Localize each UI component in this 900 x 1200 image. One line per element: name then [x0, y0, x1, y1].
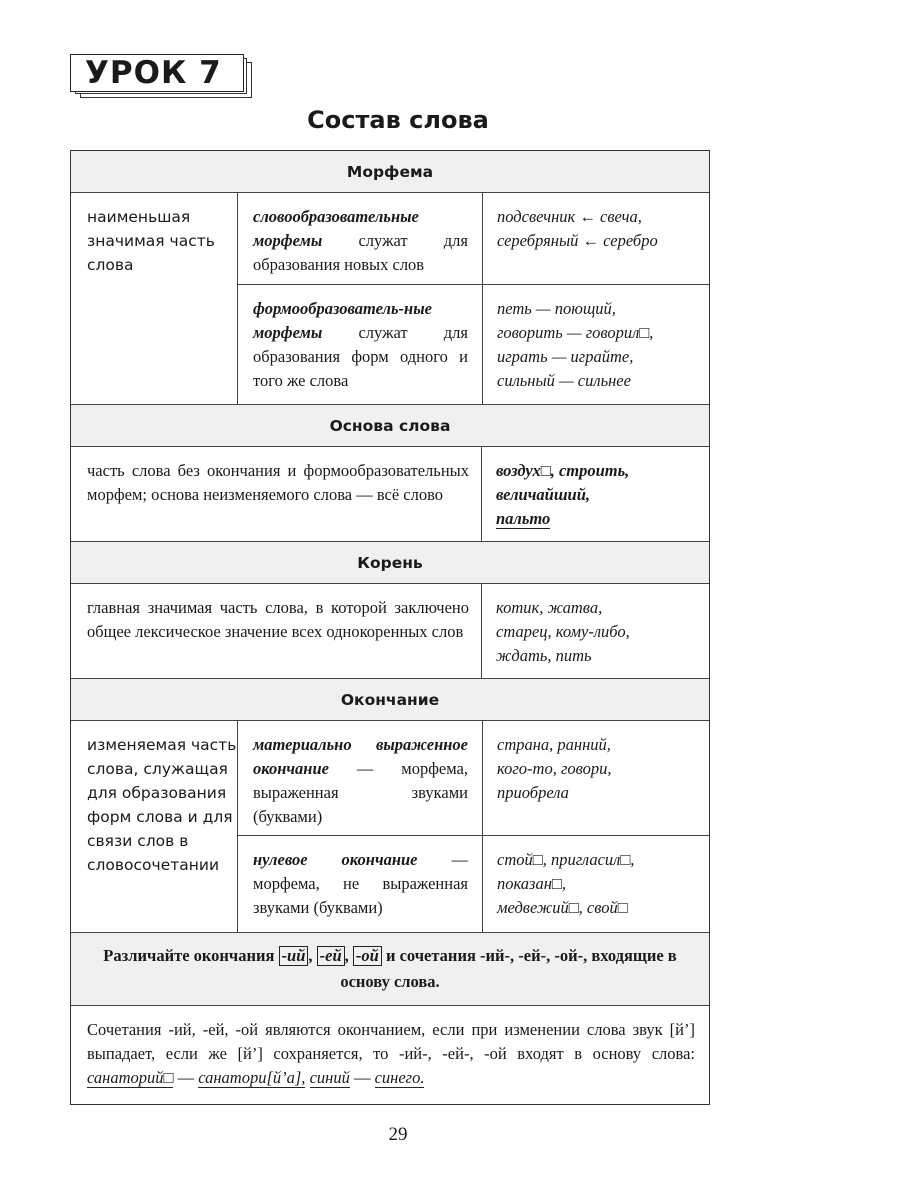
example-line: подсвечник ← свеча, — [497, 207, 642, 226]
material-ending-term: материально выраженное окончание — [253, 735, 468, 778]
stem-examples — [482, 447, 709, 541]
section-header-root: Корень — [71, 542, 709, 584]
example-line: приобрела — [497, 783, 569, 802]
note-example: санаторий□ — [87, 1068, 174, 1087]
example-line: сильный — сильнее — [497, 371, 631, 390]
derivational-text: служат для образования новых слов — [253, 231, 468, 274]
ending-box: -ий — [279, 946, 309, 966]
zero-ending-term: нулевое окончание — [253, 850, 418, 869]
example-line: серебряный ← серебро — [497, 231, 658, 250]
page-number: 29 — [388, 1124, 408, 1145]
derivational-examples — [483, 193, 709, 284]
section-header-morpheme: Морфема — [71, 151, 709, 193]
morpheme-row — [71, 193, 709, 405]
formative-term: формообразователь-ные морфемы — [253, 299, 432, 342]
example-line: котик, жатва, — [496, 598, 603, 617]
example-line: стой□, пригласил□, — [497, 850, 635, 869]
derivational-row — [238, 193, 709, 285]
note-example: синий — [309, 1068, 350, 1087]
example-line: ждать, пить — [496, 646, 592, 665]
example-line: показан□, — [497, 874, 567, 893]
lesson-label: УРОК 7 — [70, 54, 244, 92]
ending-box: -ей — [317, 946, 345, 966]
lesson-badge — [70, 54, 250, 98]
example-line: медвежий□, свой□ — [497, 898, 628, 917]
example-line: страна, ранний, — [497, 735, 611, 754]
stem-row — [71, 447, 709, 542]
root-row — [71, 584, 709, 679]
example-line: воздух□, строить, — [496, 461, 630, 480]
material-ending-description — [238, 721, 483, 835]
example-line: говорить — говорил□, — [497, 323, 654, 342]
note-example: синего. — [374, 1068, 425, 1087]
notice-suffix: и сочетания -ий-, -ей-, -ой-, входящие в основу слова. — [340, 946, 677, 991]
example-line: величайший, — [496, 485, 591, 504]
section-header-ending: Окончание — [71, 679, 709, 721]
derivational-term: словообразовательные морфемы — [253, 207, 419, 250]
root-definition: главная значимая часть слова, в которой заключено общее лексическое значение всех однокоренных слов — [71, 584, 482, 678]
example-line: кого-то, говори, — [497, 759, 612, 778]
morpheme-definition: наименьшая значимая часть слова — [71, 193, 238, 404]
formative-examples — [483, 285, 709, 404]
example-line — [496, 507, 699, 531]
ending-definition: изменяемая часть слова, служащая для образования форм слова и для связи слов в словосочетании — [71, 721, 238, 932]
stem-definition: часть слова без окончания и формообразовательных морфем; основа неизменяемого слова — всё слово — [71, 447, 482, 541]
zero-ending-examples — [483, 836, 709, 932]
morphology-table — [70, 150, 710, 1105]
notice-box: Различайте окончания -ий , -ей , -ой и сочетания -ий-, -ей-, -ой-, входящие в основу слова. — [71, 933, 709, 1006]
section-header-stem: Основа слова — [71, 405, 709, 447]
note-paragraph — [71, 1006, 709, 1104]
material-ending-row — [238, 721, 709, 836]
formative-row — [238, 285, 709, 404]
note-example: санатори[й’а], — [198, 1068, 306, 1087]
zero-ending-description — [238, 836, 483, 932]
note-dash: — — [353, 1068, 371, 1087]
example-line: петь — поющий, — [497, 299, 616, 318]
ending-box: -ой — [353, 946, 382, 966]
page-title: Состав слова — [307, 106, 489, 134]
note-dash: — — [177, 1068, 195, 1087]
zero-ending-row — [238, 836, 709, 932]
ending-row — [71, 721, 709, 933]
notice-prefix: Различайте окончания — [103, 946, 275, 965]
material-ending-text: — морфема, выраженная звуками (буквами) — [253, 759, 469, 826]
zero-ending-text: — морфема, не выраженная звуками (буквами) — [253, 850, 468, 917]
example-line: старец, кому-либо, — [496, 622, 630, 641]
note-text: Сочетания -ий, -ей, -ой являются окончанием, если при изменении слова звук [й’] выпадает, если же [й’] сохраняется, то -ий-, -ей-, -ой входят в основу слова: — [87, 1020, 695, 1063]
formative-text: служат для образования форм одного и того же слова — [253, 323, 468, 390]
material-ending-examples — [483, 721, 709, 835]
root-examples — [482, 584, 709, 678]
formative-description — [238, 285, 483, 404]
example-word: пальто — [496, 509, 551, 528]
example-line: играть — играйте, — [497, 347, 634, 366]
derivational-description — [238, 193, 483, 284]
